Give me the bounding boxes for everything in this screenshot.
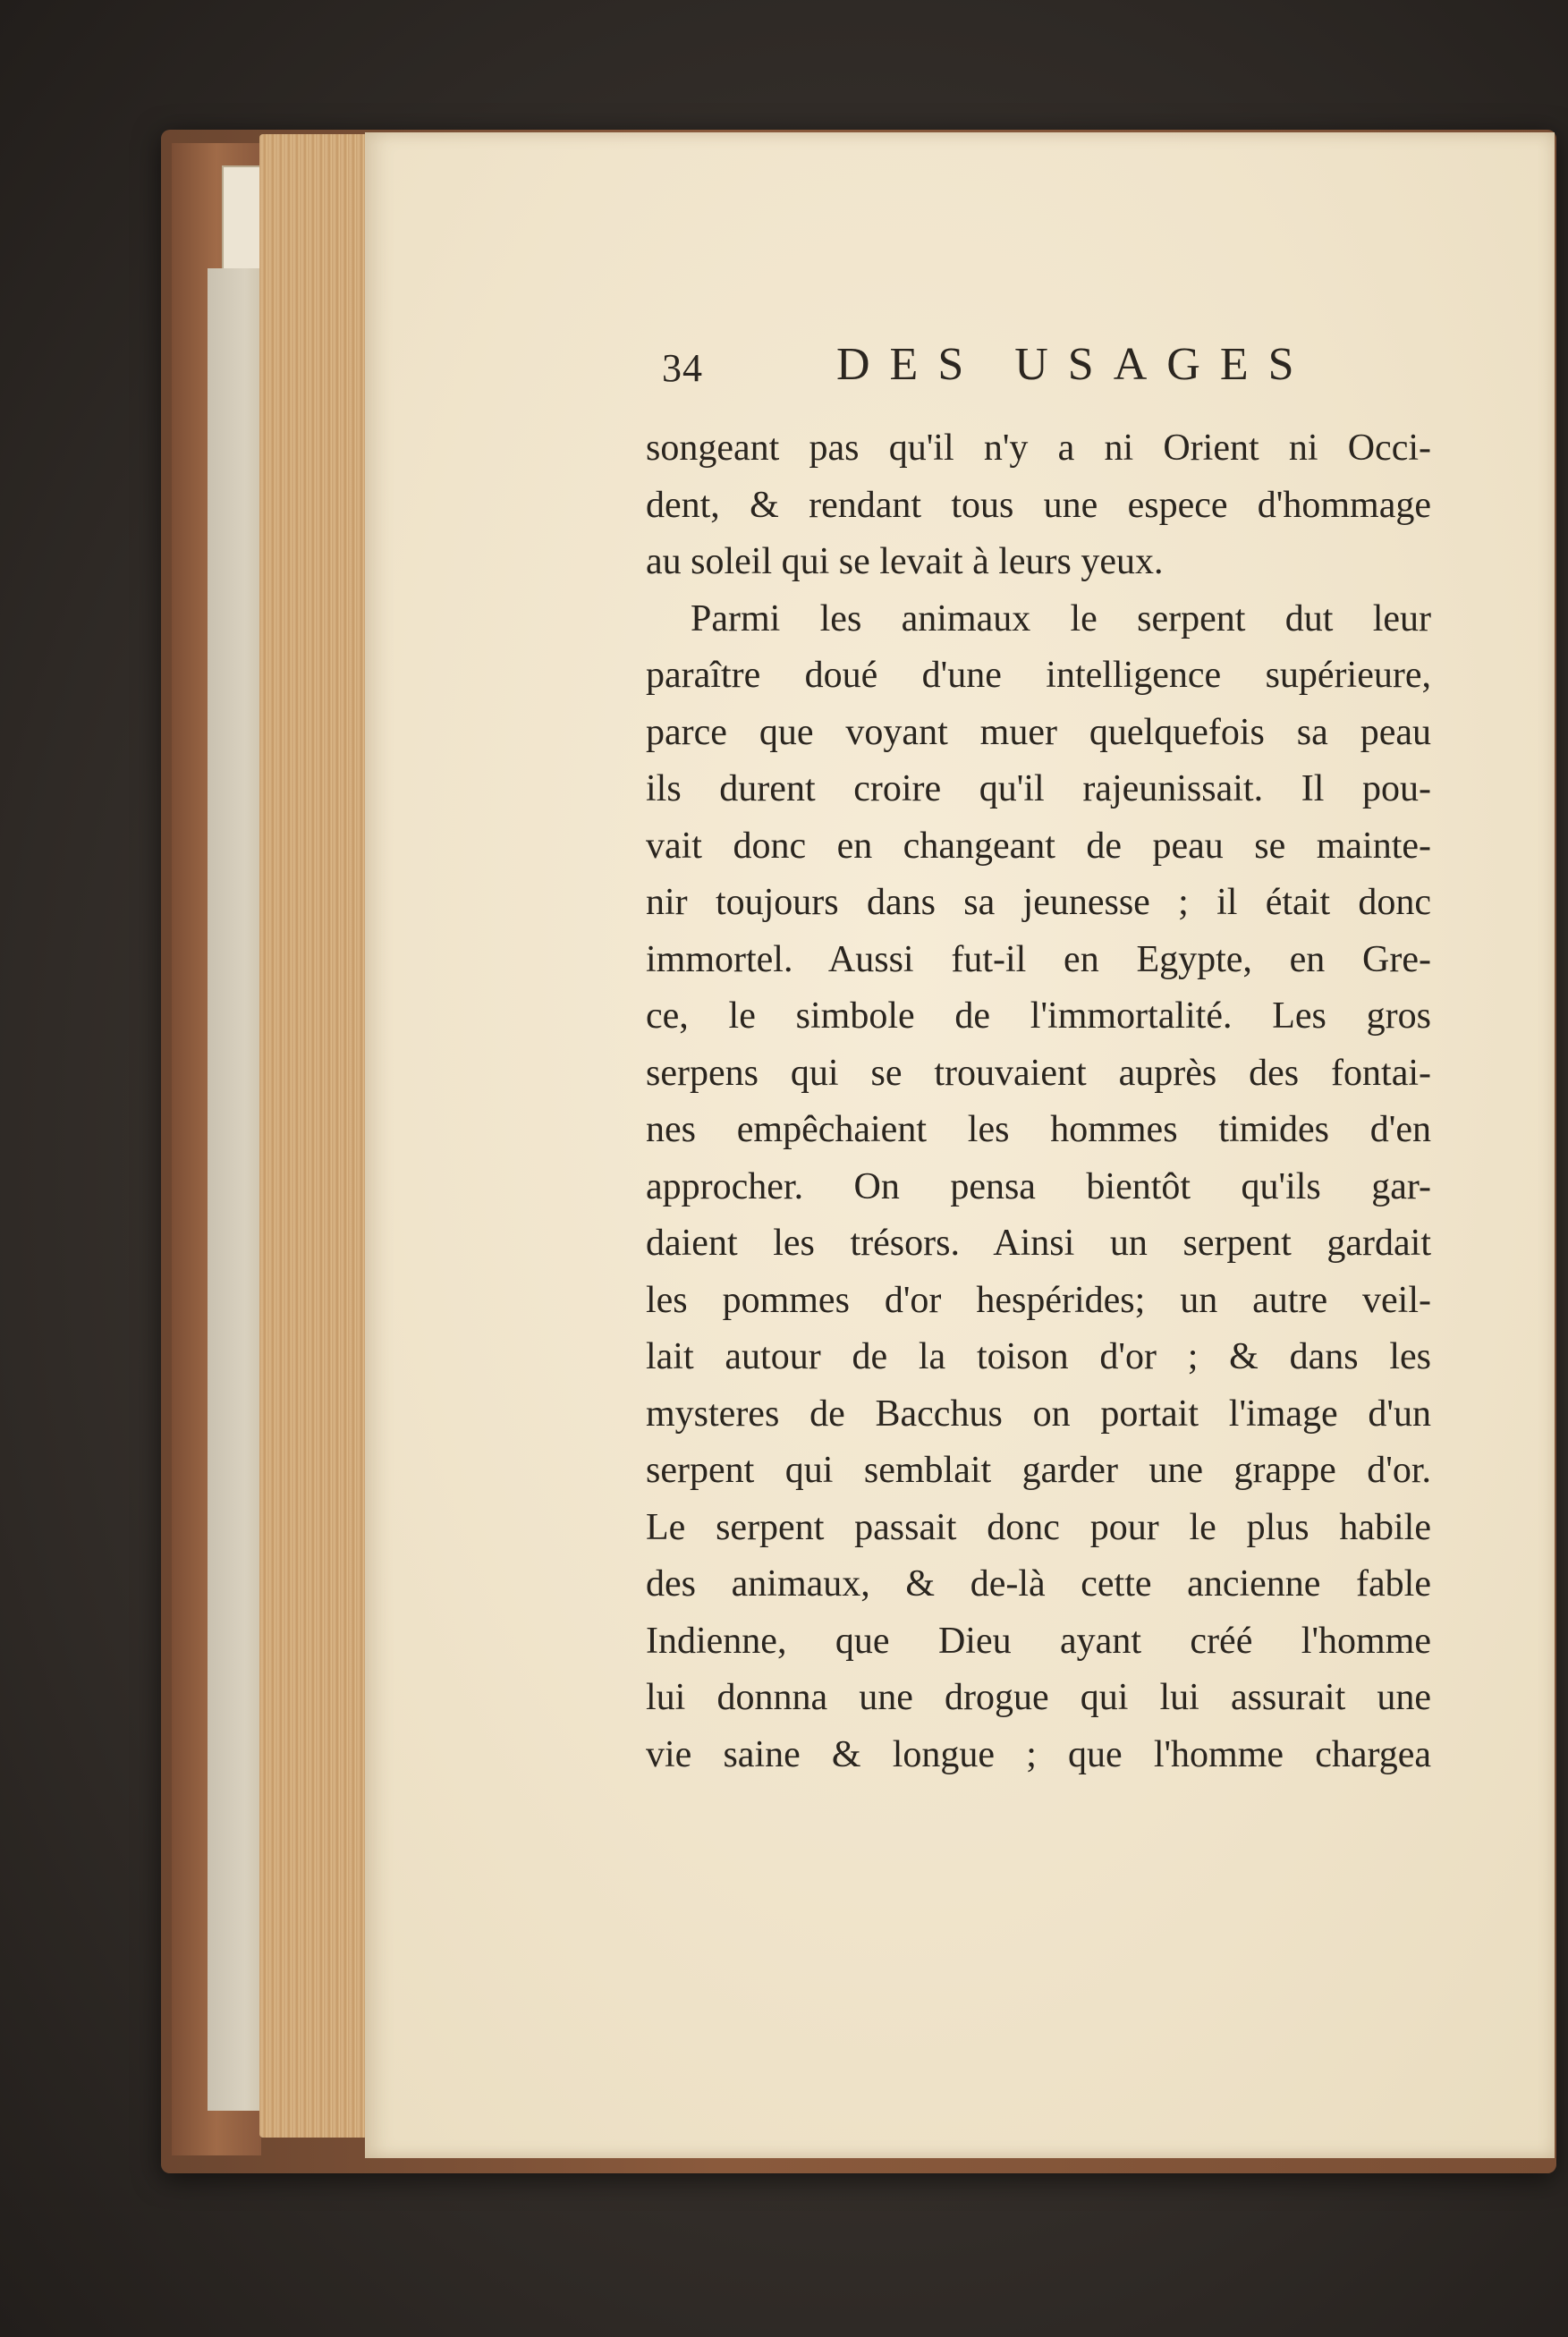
text-line: paraître doué d'une intelligence supérieure, bbox=[646, 655, 1431, 696]
text-line: lui donnna une drogue qui lui assurait une bbox=[646, 1677, 1431, 1718]
text-line: vie saine & longue ; que l'homme chargea bbox=[646, 1733, 1431, 1775]
body-text bbox=[646, 420, 1431, 1783]
text-line: nir toujours dans sa jeunesse ; il était donc bbox=[646, 882, 1431, 923]
text-line: lait autour de la toison d'or ; & dans les bbox=[646, 1336, 1431, 1377]
text-line: les pommes d'or hespérides; un autre veil- bbox=[646, 1279, 1431, 1321]
text-line: mysteres de Bacchus on portait l'image d'un bbox=[646, 1393, 1431, 1435]
text-line: ils durent croire qu'il rajeunissait. Il pou- bbox=[646, 768, 1431, 809]
text-line: des animaux, & de-là cette ancienne fable bbox=[646, 1563, 1431, 1605]
running-title: DES USAGES bbox=[836, 339, 1314, 390]
text-line: au soleil qui se levait à leurs yeux. bbox=[646, 541, 1164, 582]
text-line: serpens qui se trouvaient auprès des fontai- bbox=[646, 1052, 1431, 1094]
page-header bbox=[662, 338, 1413, 410]
text-line: songeant pas qu'il n'y a ni Orient ni Occi- bbox=[646, 428, 1431, 469]
text-line: Indienne, que Dieu ayant créé l'homme bbox=[646, 1620, 1431, 1662]
text-line: parce que voyant muer quelquefois sa peau bbox=[646, 711, 1431, 753]
text-line: ce, le simbole de l'immortalité. Les gros bbox=[646, 995, 1431, 1037]
text-line: serpent qui semblait garder une grappe d'or. bbox=[646, 1450, 1431, 1491]
text-line: immortel. Aussi fut-il en Egypte, en Gre- bbox=[646, 938, 1431, 980]
text-line: nes empêchaient les hommes timides d'en bbox=[646, 1109, 1431, 1150]
text-line: daient les trésors. Ainsi un serpent gardait bbox=[646, 1223, 1431, 1264]
text-line: Parmi les animaux le serpent dut leur bbox=[691, 597, 1431, 639]
text-line: vait donc en changeant de peau se mainte- bbox=[646, 825, 1431, 867]
text-line: Le serpent passait donc pour le plus habile bbox=[646, 1506, 1431, 1548]
text-line: dent, & rendant tous une espece d'hommage bbox=[646, 484, 1431, 526]
page-number: 34 bbox=[662, 346, 703, 390]
page-edges bbox=[259, 134, 367, 2138]
text-line: approcher. On pensa bientôt qu'ils gar- bbox=[646, 1165, 1431, 1207]
